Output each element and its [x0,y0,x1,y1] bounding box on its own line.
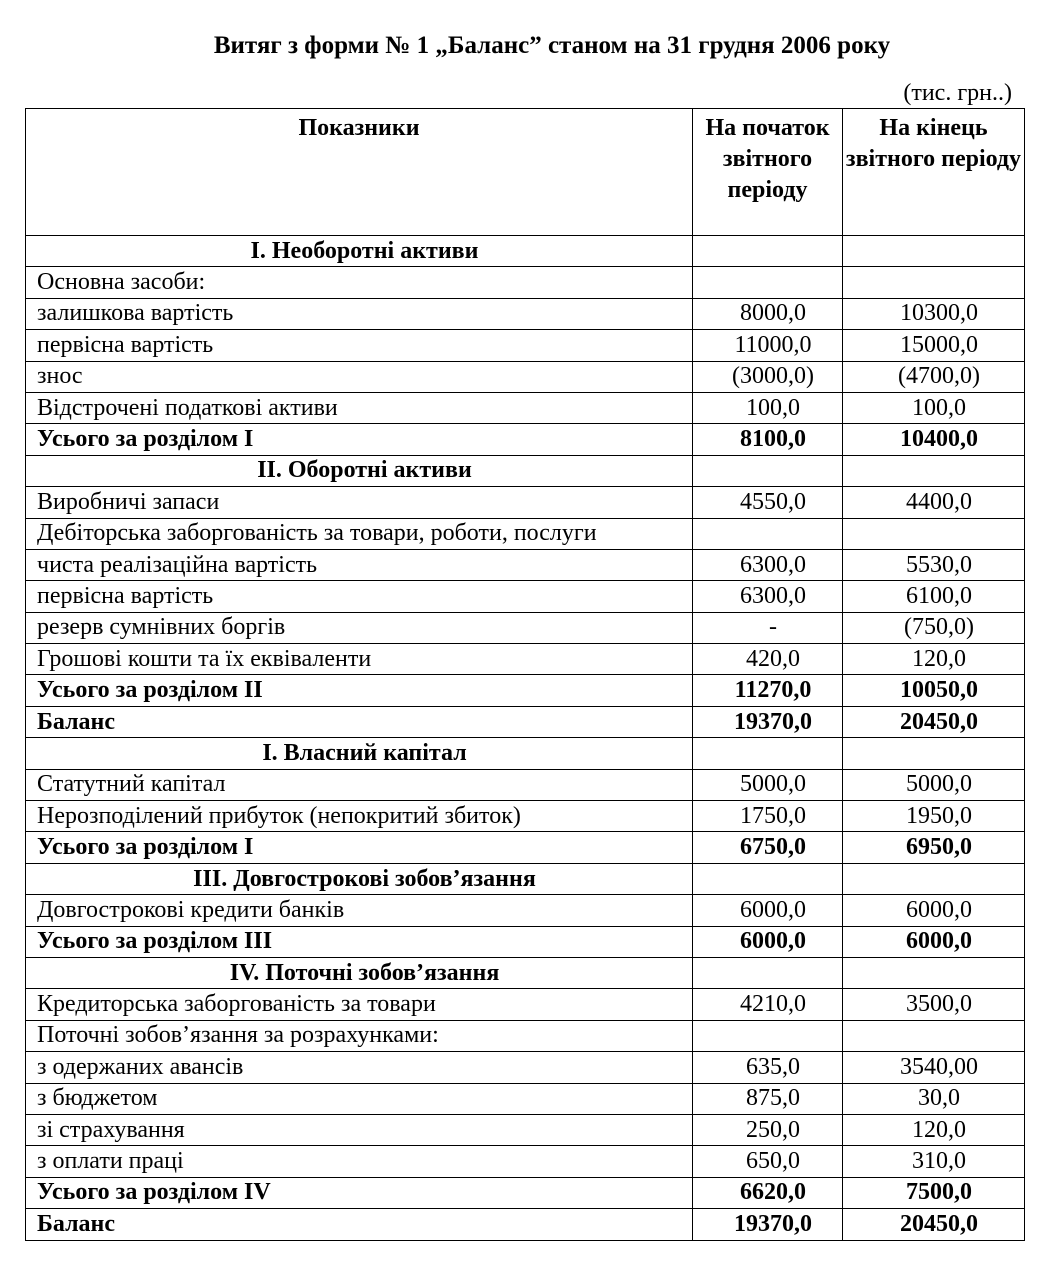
end-value: 10400,0 [843,424,1025,455]
start-value [693,957,843,988]
end-value: 3540,00 [843,1052,1025,1083]
total-row [26,832,1025,863]
end-value [843,738,1025,769]
row-label: первісна вартість [26,581,693,612]
table-row [26,330,1025,361]
table-row [26,392,1025,423]
end-value: 6000,0 [843,895,1025,926]
table-row [26,298,1025,329]
row-label: зі страхування [26,1114,693,1145]
end-value: 1950,0 [843,801,1025,832]
start-value [693,267,843,298]
end-value [843,957,1025,988]
row-label: Нерозподілений прибуток (непокритий збиток) [26,801,693,832]
start-value: 875,0 [693,1083,843,1114]
table-row [26,895,1025,926]
balance-row [26,1209,1025,1240]
start-value: 420,0 [693,644,843,675]
end-value [843,455,1025,486]
row-label: резерв сумнівних боргів [26,612,693,643]
start-value: 8100,0 [693,424,843,455]
start-value [693,863,843,894]
end-value: (4700,0) [843,361,1025,392]
end-value: 20450,0 [843,706,1025,737]
section-title: I. Необоротні активи [26,236,693,267]
end-value [843,267,1025,298]
units-note: (тис. грн..) [903,80,1012,106]
end-value: 120,0 [843,1114,1025,1145]
row-label: Грошові кошти та їх еквіваленти [26,644,693,675]
row-label: Поточні зобов’язання за розрахунками: [26,1020,693,1051]
start-value: 4210,0 [693,989,843,1020]
total-row [26,926,1025,957]
start-value: 1750,0 [693,801,843,832]
section-row [26,236,1025,267]
balance-row [26,706,1025,737]
header-start-period: На початок звітного періоду [693,109,843,236]
end-value: 10300,0 [843,298,1025,329]
row-label: Виробничі запаси [26,487,693,518]
end-value: 6100,0 [843,581,1025,612]
row-label: чиста реалізаційна вартість [26,549,693,580]
start-value: 650,0 [693,1146,843,1177]
row-label: Довгострокові кредити банків [26,895,693,926]
start-value: 6000,0 [693,895,843,926]
row-label: Статутний капітал [26,769,693,800]
end-value: 120,0 [843,644,1025,675]
row-label: Дебіторська заборгованість за товари, роботи, послуги [26,518,693,549]
table-row [26,1020,1025,1051]
header-end-period: На кінець звітного періоду [843,109,1025,236]
start-value: 6750,0 [693,832,843,863]
total-row [26,424,1025,455]
row-label: з одержаних авансів [26,1052,693,1083]
row-label: з оплати праці [26,1146,693,1177]
start-value: 6300,0 [693,549,843,580]
end-value: 7500,0 [843,1177,1025,1208]
end-value: 30,0 [843,1083,1025,1114]
table-row [26,581,1025,612]
end-value [843,518,1025,549]
section-title: IV. Поточні зобов’язання [26,957,693,988]
end-value: (750,0) [843,612,1025,643]
end-value: 3500,0 [843,989,1025,1020]
table-row [26,612,1025,643]
table-row [26,549,1025,580]
end-value: 310,0 [843,1146,1025,1177]
end-value: 10050,0 [843,675,1025,706]
section-title: I. Власний капітал [26,738,693,769]
start-value [693,518,843,549]
start-value: 11270,0 [693,675,843,706]
row-label: залишкова вартість [26,298,693,329]
section-row [26,738,1025,769]
start-value: 19370,0 [693,706,843,737]
table-header-row [26,109,1025,236]
start-value [693,455,843,486]
table-row [26,518,1025,549]
start-value: 100,0 [693,392,843,423]
row-label: з бюджетом [26,1083,693,1114]
start-value: 11000,0 [693,330,843,361]
row-label: Баланс [26,706,693,737]
end-value [843,1020,1025,1051]
row-label: Усього за розділом III [26,926,693,957]
end-value: 4400,0 [843,487,1025,518]
header-indicator: Показники [26,109,693,236]
total-row [26,675,1025,706]
table-row [26,1114,1025,1145]
row-label: Відстрочені податкові активи [26,392,693,423]
start-value [693,738,843,769]
row-label: первісна вартість [26,330,693,361]
start-value: 8000,0 [693,298,843,329]
section-title: II. Оборотні активи [26,455,693,486]
balance-table [25,108,1025,1241]
table-row [26,1146,1025,1177]
table-row [26,361,1025,392]
start-value: (3000,0) [693,361,843,392]
start-value: 6620,0 [693,1177,843,1208]
start-value [693,1020,843,1051]
row-label: Кредиторська заборгованість за товари [26,989,693,1020]
table-row [26,644,1025,675]
section-title: III. Довгострокові зобов’язання [26,863,693,894]
end-value [843,236,1025,267]
table-row [26,801,1025,832]
end-value: 100,0 [843,392,1025,423]
end-value: 5530,0 [843,549,1025,580]
row-label: знос [26,361,693,392]
row-label: Баланс [26,1209,693,1240]
end-value: 20450,0 [843,1209,1025,1240]
section-row [26,863,1025,894]
section-row [26,957,1025,988]
start-value: 19370,0 [693,1209,843,1240]
end-value: 6000,0 [843,926,1025,957]
row-label: Усього за розділом IV [26,1177,693,1208]
table-row [26,1083,1025,1114]
total-row [26,1177,1025,1208]
start-value: 250,0 [693,1114,843,1145]
end-value: 6950,0 [843,832,1025,863]
document-title: Витяг з форми № 1 „Баланс” станом на 31 грудня 2006 року [213,32,891,59]
row-label: Усього за розділом II [26,675,693,706]
section-row [26,455,1025,486]
end-value: 5000,0 [843,769,1025,800]
row-label: Основна засоби: [26,267,693,298]
row-label: Усього за розділом I [26,832,693,863]
start-value: 6300,0 [693,581,843,612]
table-row [26,769,1025,800]
start-value: - [693,612,843,643]
start-value [693,236,843,267]
start-value: 5000,0 [693,769,843,800]
start-value: 4550,0 [693,487,843,518]
row-label: Усього за розділом I [26,424,693,455]
table-row [26,267,1025,298]
start-value: 6000,0 [693,926,843,957]
table-row [26,989,1025,1020]
end-value: 15000,0 [843,330,1025,361]
table-row [26,487,1025,518]
end-value [843,863,1025,894]
table-row [26,1052,1025,1083]
start-value: 635,0 [693,1052,843,1083]
